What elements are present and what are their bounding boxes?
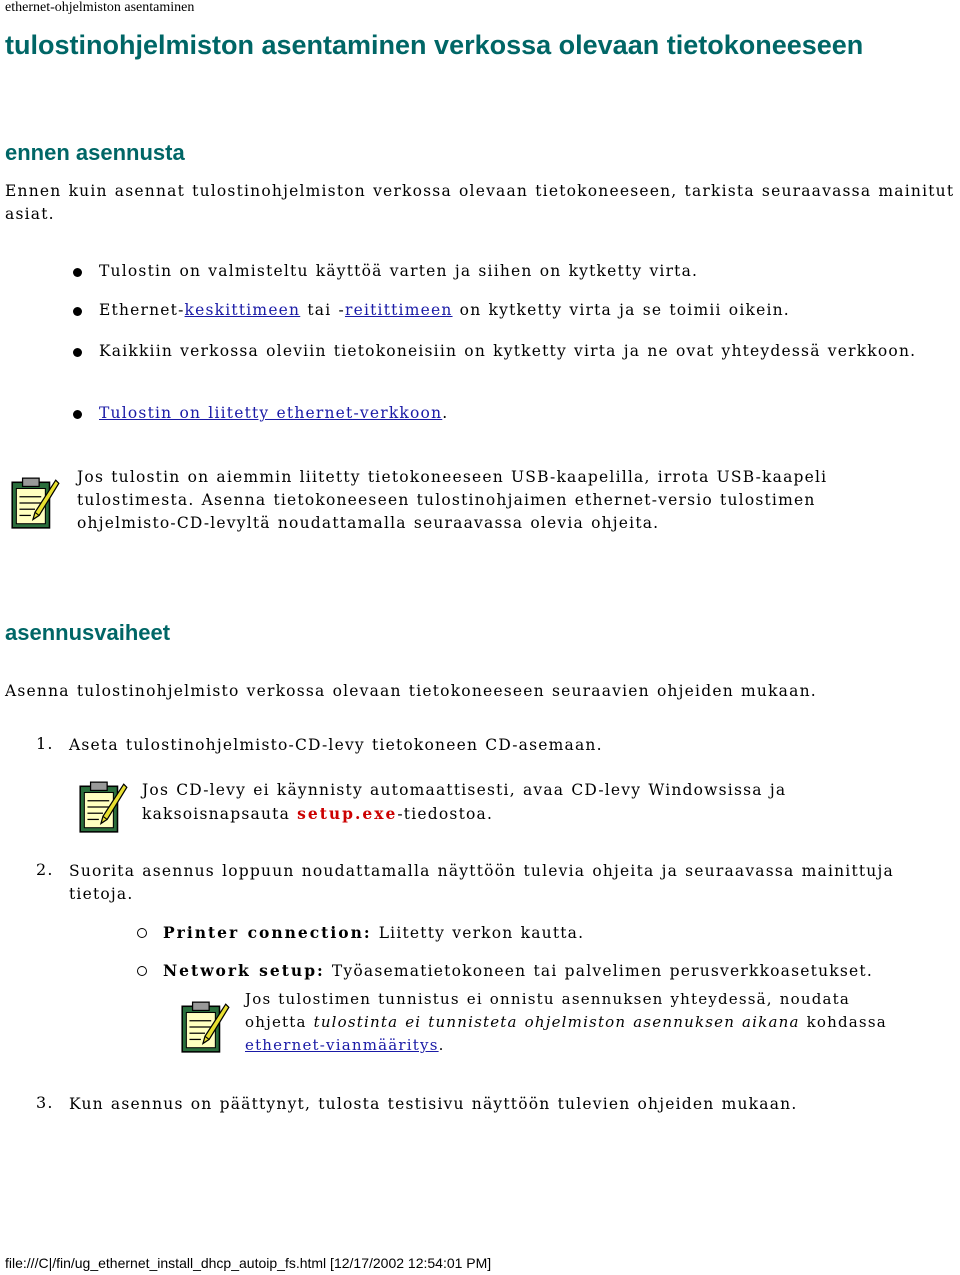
sub-item-text: Liitetty verkon kautta. [371, 924, 585, 942]
step-text: Kun asennus on päättynyt, tulosta testisivu näyttöön tulevien ohjeiden mukaan. [69, 1095, 798, 1113]
list-item [99, 299, 949, 322]
note-part: kohdassa [799, 1013, 887, 1031]
page-title: tulostinohjelmiston asentaminen verkossa olevaan tietokoneeseen [5, 30, 864, 60]
step-number: 1. [36, 734, 54, 753]
before-intro: Ennen kuin asennat tulostinohjelmiston verkossa olevaan tietokoneeseen, tarkista seuraavassa mainitut asiat. [5, 182, 955, 223]
sub-item-text: Työasematietokoneen tai palvelimen perusverkkoasetukset. [324, 962, 873, 980]
item-text: Ethernet- [99, 301, 185, 319]
note-italic: tulostinta ei tunnisteta ohjelmiston asennuksen aikana [313, 1013, 800, 1031]
note-part: -tiedostoa. [397, 805, 494, 823]
circle-bullet-icon [137, 928, 147, 938]
item-text: . [442, 404, 449, 422]
note-text: Jos tulostin on aiemmin liitetty tietokoneeseen USB-kaapelilla, irrota USB-kaapeli tulostimesta. Asenna tietokoneeseen tulostinohjaimen ethernet-versio tulostimen ohjelmisto-CD-levyltä noudattamalla seuraavassa olevia ohjeita. [77, 468, 828, 532]
note-text [245, 988, 915, 1057]
list-item: Kaikkiin verkossa oleviin tietokoneisiin on kytketty virta ja ne ovat yhteydessä verkkoon. [99, 342, 917, 360]
step-text: Suorita asennus loppuun noudattamalla näyttöön tulevia ohjeita ja seuraavassa mainittuja tietoja. [69, 862, 894, 903]
list-item [99, 402, 949, 425]
note-part: Jos tulostimen tunnistus ei onnistu asennuksen yhteydessä, noudata ohjetta [245, 990, 851, 1031]
connect-ethernet-link[interactable]: Tulostin on liitetty ethernet-verkkoon [99, 404, 443, 422]
sub-item [163, 959, 953, 983]
note-part: Jos CD-levy ei käynnisty automaattisesti, avaa CD-levy Windowsissa ja kaksoisnapsauta [142, 781, 787, 823]
setup-exe-filename: setup.exe [297, 804, 398, 823]
sub-item-label: Network setup: [163, 961, 325, 980]
ethernet-troubleshooting-link[interactable]: ethernet-vianmääritys [245, 1036, 439, 1054]
note-text [142, 779, 822, 826]
hub-link[interactable]: keskittimeen [184, 301, 301, 319]
footer-path: file:///C|/fin/ug_ethernet_install_dhcp_autoip_fs.html [12/17/2002 12:54:01 PM] [5, 1255, 492, 1271]
bullet-icon [73, 410, 82, 419]
sub-item [163, 921, 943, 945]
item-text: on kytketty virta ja se toimii oikein. [452, 301, 790, 319]
item-text: tai - [300, 301, 345, 319]
bullet-icon [73, 307, 82, 316]
bullet-icon [73, 348, 82, 357]
steps-intro: Asenna tulostinohjelmisto verkossa olevaan tietokoneeseen seuraavien ohjeiden mukaan. [5, 682, 817, 700]
note-part: . [438, 1036, 445, 1054]
window-title: ethernet-ohjelmiston asentaminen [5, 0, 195, 15]
step-text: Aseta tulostinohjelmisto-CD-levy tietokoneen CD-asemaan. [69, 736, 603, 754]
section-heading-before: ennen asennusta [5, 140, 185, 165]
circle-bullet-icon [137, 966, 147, 976]
bullet-icon [73, 268, 82, 277]
note-icon [180, 998, 230, 1056]
section-heading-steps: asennusvaiheet [5, 620, 171, 645]
sub-item-label: Printer connection: [163, 923, 372, 942]
list-item: Tulostin on valmisteltu käyttöä varten ja siihen on kytketty virta. [99, 262, 699, 280]
router-link[interactable]: reitittimeen [344, 301, 453, 319]
note-icon [10, 474, 60, 532]
step-number: 3. [36, 1093, 54, 1112]
step-number: 2. [36, 860, 54, 879]
note-icon [78, 778, 128, 836]
